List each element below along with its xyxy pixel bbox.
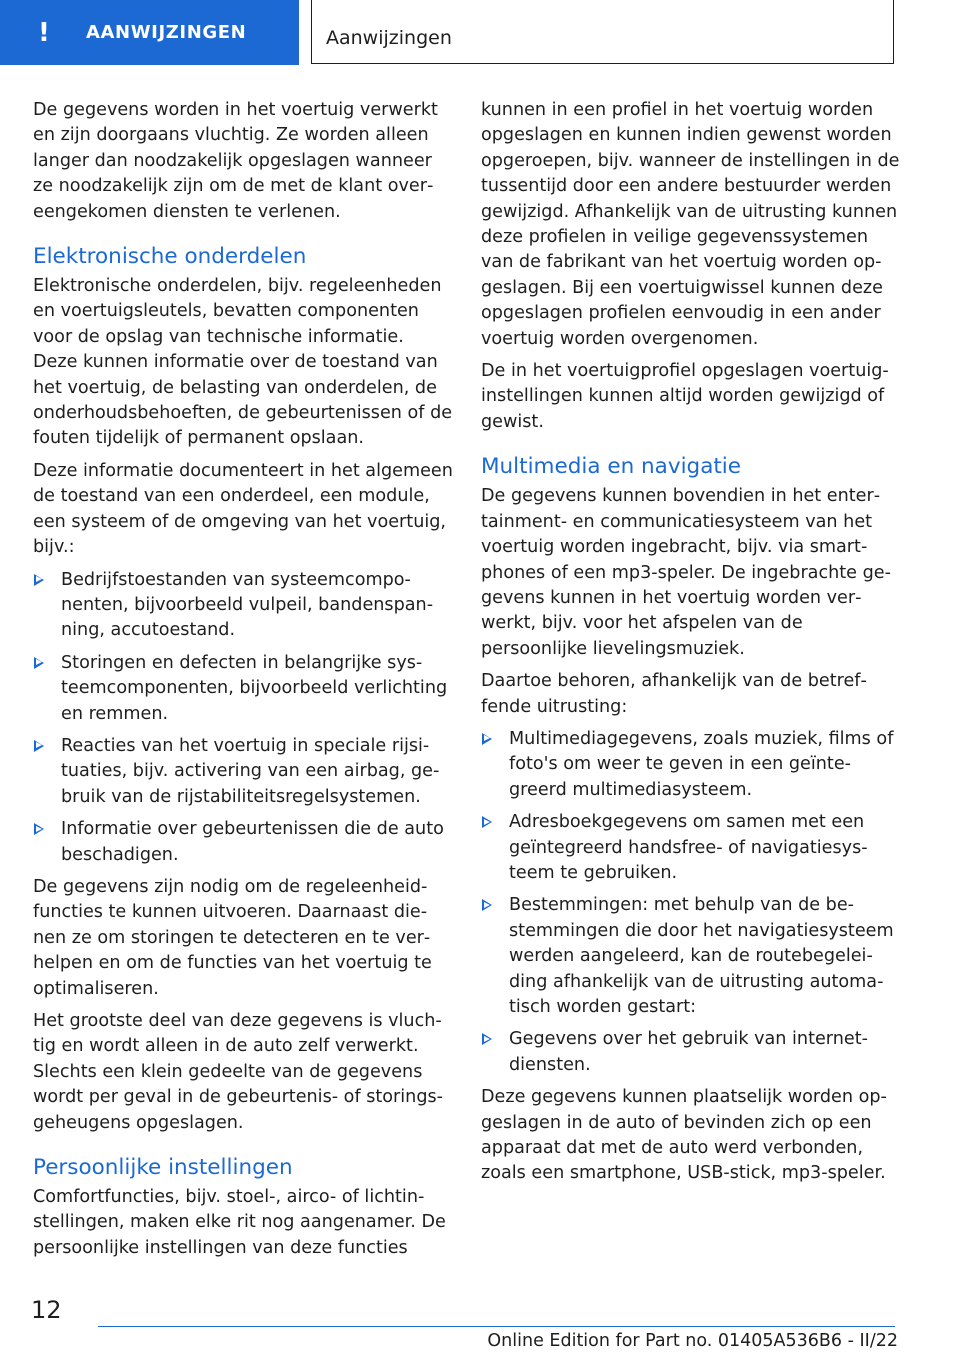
list-item [33,734,453,810]
heading-elektronische-onderdelen: Elektronische onderdelen [33,244,307,270]
list-item [33,568,453,644]
triangle-bullet-icon [482,1033,492,1045]
list-item [481,893,901,1020]
heading-multimedia-en-navigatie: Multimedia en navigatie [481,454,741,480]
paragraph: Daartoe behoren, afhankelijk van de betreffende uitrusting: [481,671,867,717]
paragraph: kunnen in een profiel in het voertuig worden opgeslagen en kunnen indien gewenst worden opgeroepen, bijv. wanneer de instellingen in de tussentijd door een andere bestuurder werden gewijzigd. Afhankelijk van de uitrusting kunnen deze profielen in veilige gegevenssystemen van de fabrikant van het voertuig worden opgeslagen. Bij een voertuigwissel kunnen deze opgeslagen profielen eenvoudig in een ander voertuig worden overgenomen. [481,100,900,349]
section-header [311,0,894,64]
list-item-text: Bedrijfstoestanden van systeemcomponenten, bijvoorbeeld vulpeil, bandenspanning, accutoestand. [61,569,434,641]
triangle-bullet-icon [482,733,492,745]
list-item-text: Informatie over gebeurtenissen die de auto beschadigen. [61,819,444,865]
paragraph: De gegevens worden in het voertuig verwerkt en zijn doorgaans vluchtig. Ze worden alleen langer dan noodzakelijk opgeslagen wanneer ze noodzakelijk zijn om de met de klant overeengekomen diensten te verlenen. [33,100,438,222]
footer-edition-text: Online Edition for Part no. 01405A536B6 - II/22 [487,1331,898,1351]
list-item [33,651,453,727]
footer-divider [98,1326,895,1327]
list-item [33,817,453,868]
list-item [481,810,901,886]
paragraph: Elektronische onderdelen, bijv. regeleenheden en voertuigsleutels, bevatten componenten voor de opslag van technische informatie. Deze kunnen informatie over de toestand van het voertuig, de belasting van onderdelen, de onderhoudsbehoeften, de gebeurtenissen of de fouten tijdelijk of permanent opslaan. [33,276,453,449]
section-title: Aanwijzingen [326,27,452,49]
list-item-text: Reacties van het voertuig in speciale rijsituaties, bijv. activering van een airbag, gebruik van de rijstabiliteitsregelsystemen. [61,735,440,807]
list-item-text: Adresboekgegevens om samen met een geïntegreerd handsfree- of navigatiesysteem te gebruiken. [509,812,868,883]
triangle-bullet-icon [482,816,492,828]
list-item [481,727,901,803]
bullet-list [33,568,453,868]
bullet-list [481,727,901,1078]
list-item [481,1027,901,1078]
right-column [481,98,901,1194]
triangle-bullet-icon [34,740,44,752]
heading-persoonlijke-instellingen: Persoonlijke instellingen [33,1155,293,1181]
paragraph: De in het voertuigprofiel opgeslagen voertuiginstellingen kunnen altijd worden gewijzigd of gewist. [481,361,889,432]
list-item-text: Bestemmingen: met behulp van de bestemmingen die door het navigatiesysteem werden aangeleerd, kan de routebegeleiding afhankelijk van de uitrusting automatisch worden gestart: [509,895,894,1017]
paragraph: Deze gegevens kunnen plaatselijk worden opgeslagen in de auto of bevinden zich op een apparaat dat met de auto werd verbonden, zoals een smartphone, USB-stick, mp3-speler. [481,1087,887,1184]
triangle-bullet-icon [34,823,44,835]
triangle-bullet-icon [34,657,44,669]
exclamation-icon: ! [38,17,50,48]
triangle-bullet-icon [482,899,492,911]
paragraph: De gegevens kunnen bovendien in het entertainment- en communicatiesysteem van het voertuig worden ingebracht, bijv. via smartphones of een mp3-speler. De ingebrachte gegevens kunnen in het voertuig worden verwerkt, bijv. voor het afspelen van de persoonlijke lievelingsmuziek. [481,486,891,659]
chapter-tab [0,0,299,65]
list-item-text: Storingen en defecten in belangrijke systeemcomponenten, bijvoorbeeld verlichting en remmen. [61,652,448,724]
paragraph: Deze informatie documenteert in het algemeen de toestand van een onderdeel, een module, een systeem of de omgeving van het voertuig, bijv.: [33,460,453,558]
paragraph: Comfortfuncties, bijv. stoel-, airco- of lichtinstellingen, maken elke rit nog aangenamer. De persoonlijke instellingen van deze functies [33,1187,446,1258]
paragraph: Het grootste deel van deze gegevens is vluchtig en wordt alleen in de auto zelf verwerkt. Slechts een klein gedeelte van de gegevens wordt per geval in de gebeurtenis- of storingsgeheugens opgeslagen. [33,1011,444,1133]
list-item-text: Multimediagegevens, zoals muziek, films of foto's om weer te geven in een geïntegreerd multimediasysteem. [509,728,894,800]
left-column [33,98,453,1268]
page-number: 12 [31,1296,62,1324]
paragraph: De gegevens zijn nodig om de regeleenheidfuncties te kunnen uitvoeren. Daarnaast dienen ze om storingen te detecteren en te verhelpen en om de functies van het voertuig te optimaliseren. [33,876,432,999]
triangle-bullet-icon [34,574,44,586]
list-item-text: Gegevens over het gebruik van internetdiensten. [509,1029,868,1075]
chapter-tab-label: AANWIJZINGEN [86,22,247,43]
